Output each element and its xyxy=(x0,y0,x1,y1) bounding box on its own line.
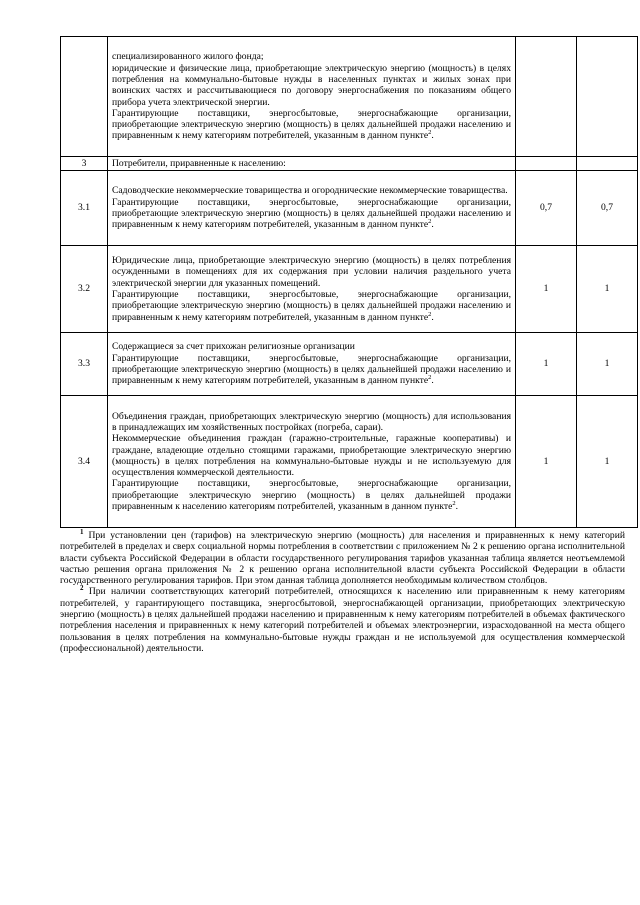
table-row xyxy=(61,171,638,246)
table-row xyxy=(61,396,638,528)
footnote-ref: 2 xyxy=(452,499,456,507)
description-paragraph: Некоммерческие объединения граждан (гаражно-строительные, гаражные кооперативы) и граждане, владеющие отдельно стоящими гаражами, приобретающие электрическую энергию (мощность) в целях потребления на коммунально-бытовые нужды и не используемую для осуществления коммерческой деятельности. xyxy=(112,433,511,479)
row-number: 3.4 xyxy=(61,396,108,528)
description-paragraph: Содержащиеся за счет прихожан религиозные организации xyxy=(112,341,355,353)
row-description xyxy=(108,333,516,396)
description-paragraph: специализированного жилого фонда; xyxy=(112,51,264,63)
description-paragraph: Садоводческие некоммерческие товарищества и огороднические некоммерческие товарищества. xyxy=(112,185,508,197)
row-value: 1 xyxy=(516,396,577,528)
row-number: 3.3 xyxy=(61,333,108,396)
footnotes xyxy=(60,527,625,654)
document-page xyxy=(60,36,625,654)
footnote-mark: 1 xyxy=(80,527,84,536)
row-value: 1 xyxy=(516,246,577,333)
footnote xyxy=(60,527,625,587)
row-description xyxy=(108,171,516,246)
footnote-ref: 2 xyxy=(428,310,432,318)
row-value: 1 xyxy=(577,333,638,396)
table-row xyxy=(61,157,638,171)
row-number: 3.2 xyxy=(61,246,108,333)
description-paragraph: Гарантирующие поставщики, энергосбытовые, энергоснабжающие организации, приобретающие электрическую энергию (мощность) в целях дальнейшей продажи населению и приравненным к нему категориям потребителей, указанным в данном пункте$^2$. xyxy=(112,107,511,142)
description-paragraph: Юридические лица, приобретающие электрическую энергию (мощность) в целях потребления осужденными в помещениях для их содержания при условии наличия раздельного учета электрической энергии для указанных помещений. xyxy=(112,255,511,289)
row-number xyxy=(61,37,108,157)
tariff-table xyxy=(60,36,638,528)
table-row xyxy=(61,333,638,396)
row-value xyxy=(577,157,638,171)
row-description xyxy=(108,157,516,171)
table-row xyxy=(61,246,638,333)
description-paragraph: Гарантирующие поставщики, энергосбытовые, энергоснабжающие организации, приобретающие электрическую энергию (мощность) в целях дальнейшей продажи населению и приравненным к нему категориям потребителей, указанным в данном пункте$^2$. xyxy=(112,289,511,323)
row-value: 1 xyxy=(516,333,577,396)
footnote-text: При наличии соответствующих категорий потребителей, относящихся к населению или приравненным к нему категориям потребителей, у гарантирующего поставщика, энергосбытовой, энергоснабжающей организации, приобретающих электрическую энергию (мощность) в целях дальнейшей продажи населению и приравненным к нему категориям потребителей в объемах фактического потребления населения и приравненных к нему категорий потребителей и объемах электроэнергии, израсходованной на места общего пользования в целях потребления на коммунально-бытовые нужды граждан и не используемой для осуществления коммерческой (профессиональной) деятельности. xyxy=(60,586,625,654)
footnote xyxy=(60,586,625,654)
footnote-ref: 2 xyxy=(428,374,432,382)
row-number: 3 xyxy=(61,157,108,171)
description-paragraph: Гарантирующие поставщики, энергосбытовые, энергоснабжающие организации, приобретающие электрическую энергию (мощность) в целях дальнейшей продажи населению и приравненным к нему категориям потребителей, указанным в данном пункте$^2$. xyxy=(112,196,511,231)
row-description xyxy=(108,37,516,157)
description-paragraph: юридические и физические лица, приобретающие электрическую энергию (мощность) в целях потребления на коммунально-бытовые нужды в населенных пунктах и жилых зонах при воинских частях и рассчитывающиеся по договору энергоснабжения по показаниям общего прибора учета электрической энергии. xyxy=(112,62,511,108)
description-paragraph: Гарантирующие поставщики, энергосбытовые, энергоснабжающие организации, приобретающие электрическую энергию (мощность) в целях дальнейшей продажи населению и приравненным к нему категориям потребителей, указанным в данном пункте$^2$. xyxy=(112,352,511,387)
row-value xyxy=(516,157,577,171)
row-value: 1 xyxy=(577,396,638,528)
footnote-ref: 2 xyxy=(428,218,432,226)
row-value: 0,7 xyxy=(516,171,577,246)
footnote-ref: 2 xyxy=(428,129,432,137)
row-number: 3.1 xyxy=(61,171,108,246)
row-value: 0,7 xyxy=(577,171,638,246)
row-description xyxy=(108,396,516,528)
row-value: 1 xyxy=(577,246,638,333)
row-value xyxy=(516,37,577,157)
footnote-text: При установлении цен (тарифов) на электрическую энергию (мощность) для населения и приравненных к нему категорий потребителей в пределах и сверх социальной нормы потребления в соответствии с приложением № 2 к решению органа исполнительной власти субъекта Российской Федерации в области государственного регулирования тарифов указанная таблица является неотъемлемой частью решения органа приложения № 2 к решению органа исполнительной власти субъекта Российской Федерации в области государственного регулирования тарифов. При этом данная таблица дополняется необходимым количеством столбцов. xyxy=(60,530,625,587)
row-value xyxy=(577,37,638,157)
footnote-mark: 2 xyxy=(80,584,84,593)
description-paragraph: Потребители, приравненные к населению: xyxy=(112,157,286,169)
row-description xyxy=(108,246,516,333)
table-row xyxy=(61,37,638,157)
description-paragraph: Гарантирующие поставщики, энергосбытовые, энергоснабжающие организации, приобретающие электрическую энергию (мощность) в целях дальнейшей продажи приравненным к населению категориям потребителей, указанным в данном пункте$^2$. xyxy=(112,478,511,513)
description-paragraph: Объединения граждан, приобретающих электрическую энергию (мощность) для использования в принадлежащих им хозяйственных постройках (погреба, сараи). xyxy=(112,410,511,433)
